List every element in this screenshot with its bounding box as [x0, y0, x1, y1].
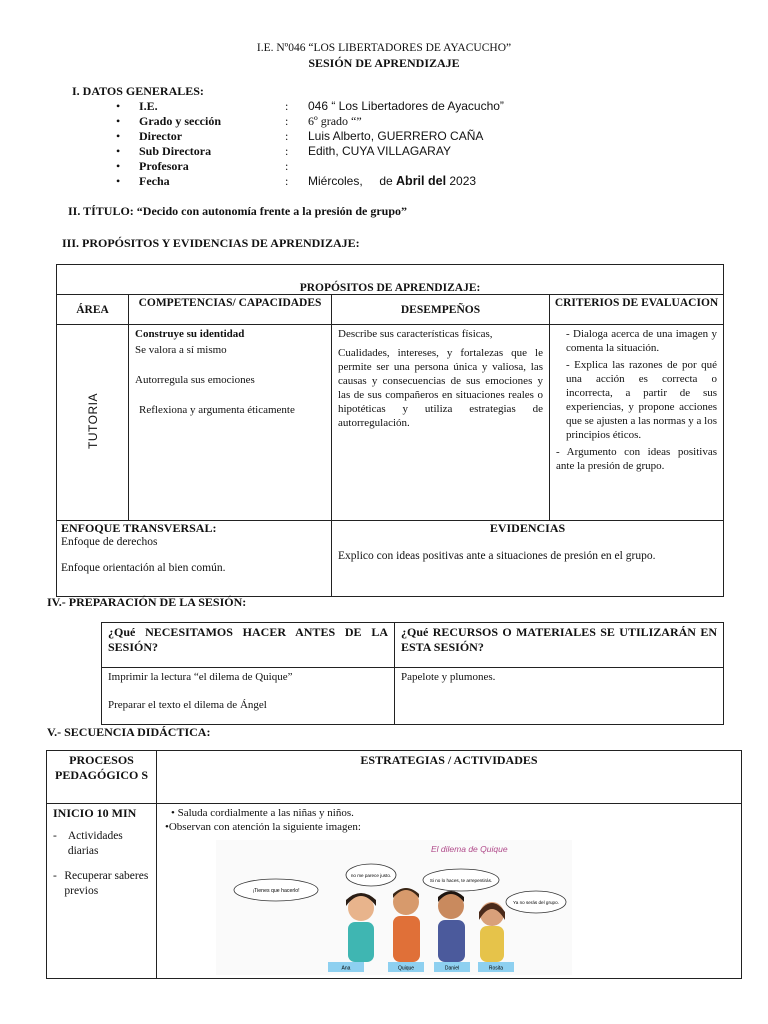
- enfoque-cell: [57, 521, 332, 597]
- section-secuencia-heading: V.- SECUENCIA DIDÁCTICA:: [47, 725, 211, 739]
- capacidad-item: Reflexiona y argumenta éticamente: [139, 404, 295, 416]
- section-titulo-heading: II. TÍTULO: “Decido con autonomía frente a la presión de grupo”: [68, 204, 408, 218]
- preparacion-col2-header: ¿Qué RECURSOS O MATERIALES SE UTILIZARÁN EN ESTA SESIÓN?: [395, 623, 724, 668]
- enfoque-item: Enfoque de derechos: [61, 536, 158, 548]
- document-title: SESIÓN DE APRENDIZAJE: [308, 56, 460, 70]
- name-tag-text: Ana: [341, 965, 351, 972]
- fecha-pre: Miércoles, de: [308, 174, 397, 188]
- preparacion-col1-header: ¿Qué NECESITAMOS HACER ANTES DE LA SESIÓN?: [102, 623, 395, 668]
- section-preparacion-heading: IV.- PREPARACIÓN DE LA SESIÓN:: [47, 595, 247, 609]
- actividad-item: •Observan con atención la siguiente imagen:: [165, 821, 361, 833]
- evidencias-title: EVIDENCIAS: [489, 521, 566, 535]
- antes-item: Preparar el texto el dilema de Ángel: [108, 699, 267, 711]
- section-propositos-heading: III. PROPÓSITOS Y EVIDENCIAS DE APRENDIZAJE:: [62, 236, 360, 250]
- preparacion-recursos-cell: Papelote y plumones.: [395, 668, 724, 725]
- datos-value: Edith, CUYA VILLAGARAY: [308, 144, 451, 158]
- estrategias-header: ESTRATEGIAS / ACTIVIDADES: [157, 751, 742, 804]
- propositos-table: [56, 264, 724, 597]
- fecha-month: Abril del: [396, 174, 447, 188]
- datos-row-ie: • I.E. : 046 “ Los Libertadores de Ayacucho”: [116, 99, 504, 113]
- name-tag-text: Daniel: [444, 965, 460, 972]
- kid-daniel-icon: [438, 891, 465, 962]
- desempeno-item: Describe sus características físicas,: [338, 328, 493, 340]
- school-name: I.E. Nº046 “LOS LIBERTADORES DE AYACUCHO”: [256, 42, 512, 54]
- evidencias-cell: [332, 521, 724, 597]
- enfoque-title: ENFOQUE TRANSVERSAL:: [61, 521, 217, 535]
- bubble-text: Ya no serás del grupo.: [513, 900, 559, 905]
- datos-row-profesora: • Profesora :: [116, 159, 289, 173]
- enfoque-item: Enfoque orientación al bien común.: [61, 562, 226, 574]
- preparacion-table: [101, 622, 724, 725]
- proceso-item: - Actividades diarias: [53, 829, 150, 859]
- kid-rosita-icon: [479, 902, 505, 962]
- desempeno-item: Cualidades, intereses, y fortalezas que le permite ser una persona única y valiosa, las causas y consecuencias de sus emociones y las de sus compañeros en situaciones reales o hipotéticas y utiliza estrategias de autorregulación.: [338, 347, 543, 429]
- area-label: TUTORIA: [85, 393, 100, 449]
- datos-row-grado: • Grado y sección : 6º grado “”: [116, 114, 362, 128]
- kid-quique-icon: [393, 888, 420, 962]
- datos-value: 046 “ Los Libertadores de Ayacucho”: [308, 99, 504, 113]
- procesos-cell: [47, 804, 157, 979]
- datos-label: Fecha: [139, 174, 170, 188]
- datos-value: 6º grado “”: [308, 114, 362, 128]
- col-competencias-header: COMPETENCIAS/ CAPACIDADES: [129, 295, 332, 325]
- proceso-text: Actividades diarias: [67, 830, 123, 857]
- competencia-title: Construye su identidad: [135, 328, 245, 340]
- capacidad-item: Se valora a sí mismo: [135, 344, 227, 356]
- datos-row-director: • Director : Luis Alberto, GUERRERO CAÑA: [116, 129, 484, 143]
- bubble-text: Si no lo haces, te arrepentirás.: [429, 878, 493, 883]
- area-cell: [57, 325, 129, 521]
- datos-label: Sub Directora: [139, 144, 212, 158]
- datos-label: Grado y sección: [139, 114, 221, 128]
- criterio-item: - Argumento con ideas positivas ante la presión de grupo.: [556, 446, 718, 472]
- col-criterios-header: CRITERIOS DE EVALUACION: [550, 295, 724, 325]
- illustration-svg: [216, 840, 572, 975]
- name-tag-text: Quique: [397, 965, 415, 972]
- datos-label: I.E.: [139, 99, 158, 113]
- name-tag-text: Rosita: [488, 965, 504, 972]
- criterio-item: - Dialoga acerca de una imagen y comenta la situación.: [566, 328, 718, 354]
- col-area-header: ÁREA: [57, 295, 129, 325]
- capacidad-item: Autorregula sus emociones: [135, 374, 255, 386]
- criterios-cell: [550, 325, 724, 521]
- actividad-item: • Saluda cordialmente a las niñas y niños.: [171, 807, 354, 819]
- datos-label: Profesora: [139, 159, 189, 173]
- dilema-illustration: [216, 840, 572, 975]
- antes-item: Imprimir la lectura “el dilema de Quique”: [108, 671, 293, 683]
- illustration-title: El dilema de Quique: [431, 844, 508, 854]
- kid-ana-icon: [346, 893, 376, 962]
- bubble-text: no me parece justo.: [350, 873, 392, 878]
- desempenos-cell: [332, 325, 550, 521]
- col-desempenos-header: DESEMPEÑOS: [332, 295, 550, 325]
- procesos-header: PROCESOS PEDAGÓGICO S: [47, 751, 157, 804]
- proceso-item: - Recuperar saberes previos: [53, 870, 149, 897]
- datos-value: Luis Alberto, GUERRERO CAÑA: [308, 129, 484, 143]
- evidencia-text: Explico con ideas positivas ante a situaciones de presión en el grupo.: [338, 550, 656, 562]
- preparacion-antes-cell: [102, 668, 395, 725]
- criterio-item: - Explica las razones de por qué una acción es correcta o incorrecta, a partir de sus experiencias, y propone acciones que se ajusten a las normas y a los principios éticos.: [566, 359, 718, 441]
- fecha-value: [308, 174, 476, 188]
- inicio-label: INICIO 10 MIN: [53, 806, 137, 820]
- datos-label: Director: [139, 129, 183, 143]
- fecha-year: 2023: [446, 174, 477, 188]
- proceso-text: Recuperar saberes previos: [64, 870, 149, 897]
- competencias-cell: [129, 325, 332, 521]
- datos-row-fecha: • Fecha : Miércoles, de Abril del 2023: [116, 174, 477, 188]
- propositos-table-title: PROPÓSITOS DE APRENDIZAJE:: [57, 265, 724, 295]
- datos-row-subdirectora: • Sub Directora : Edith, CUYA VILLAGARAY: [116, 144, 451, 158]
- bubble-text: ¡Tienes que hacerlo!: [252, 888, 300, 894]
- section-datos-heading: I. DATOS GENERALES:: [72, 84, 204, 98]
